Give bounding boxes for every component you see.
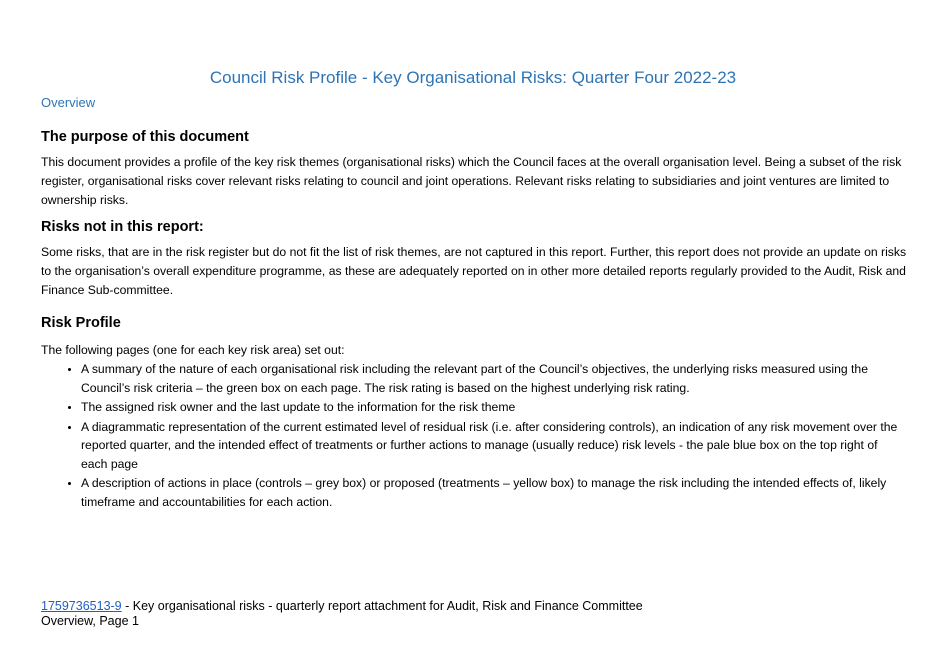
not-in-report-section bbox=[41, 218, 907, 300]
page-footer bbox=[41, 599, 643, 629]
document-reference-link[interactable]: 1759736513-9 bbox=[41, 599, 122, 613]
purpose-heading: The purpose of this document bbox=[41, 129, 249, 145]
risk-profile-intro: The following pages (one for each key risk area) set out: bbox=[41, 343, 345, 357]
document-title: Council Risk Profile - Key Organisational Risks: Quarter Four 2022-23 bbox=[209, 68, 737, 87]
list-item: • A description of actions in place (controls – grey box) or proposed (treatments – yellow box) to manage the risk including the intended effects of, likely timeframe and accountabilities for each action. bbox=[81, 474, 907, 511]
purpose-section bbox=[41, 128, 907, 210]
list-item: • A diagrammatic representation of the current estimated level of residual risk (i.e. after considering controls), an indication of any risk movement over the reported quarter, and the intended effect of treatments or further actions to manage (usually reduce) risk levels - the pale blue box on the top right of each page bbox=[81, 418, 907, 474]
purpose-text: This document provides a profile of the key risk themes (organisational risks) which the Council faces at the overall organisation level. Being a subset of the risk register, organisational risks cover relevant risks relating to council and joint operations. Relevant risks relating to subsidiaries and joint ventures are limited to ownership risks. bbox=[41, 155, 902, 207]
footer-page-label: Overview, Page 1 bbox=[41, 614, 139, 628]
not-in-report-heading: Risks not in this report: bbox=[41, 219, 204, 235]
risk-profile-section bbox=[41, 314, 907, 511]
risk-profile-heading: Risk Profile bbox=[41, 315, 121, 331]
list-item: • A summary of the nature of each organisational risk including the relevant part of the Council’s objectives, the underlying risks measured using the Council’s risk criteria – the green box on each page. The risk rating is based on the highest underlying risk rating. bbox=[81, 360, 907, 397]
footer-line bbox=[41, 599, 643, 614]
section-label: Overview bbox=[41, 95, 96, 110]
list-item: • The assigned risk owner and the last update to the information for the risk theme bbox=[81, 398, 907, 417]
footer-description: - Key organisational risks - quarterly report attachment for Audit, Risk and Finance Committee bbox=[121, 599, 643, 613]
risk-profile-list bbox=[41, 360, 907, 511]
document-content bbox=[41, 128, 907, 512]
not-in-report-text: Some risks, that are in the risk register but do not fit the list of risk themes, are not captured in this report. Further, this report does not provide an update on risks to the organisation’s overall expenditure programme, as these are adequately reported on in other more detailed reports regularly provided to the Audit, Risk and Finance Sub-committee. bbox=[41, 245, 907, 297]
